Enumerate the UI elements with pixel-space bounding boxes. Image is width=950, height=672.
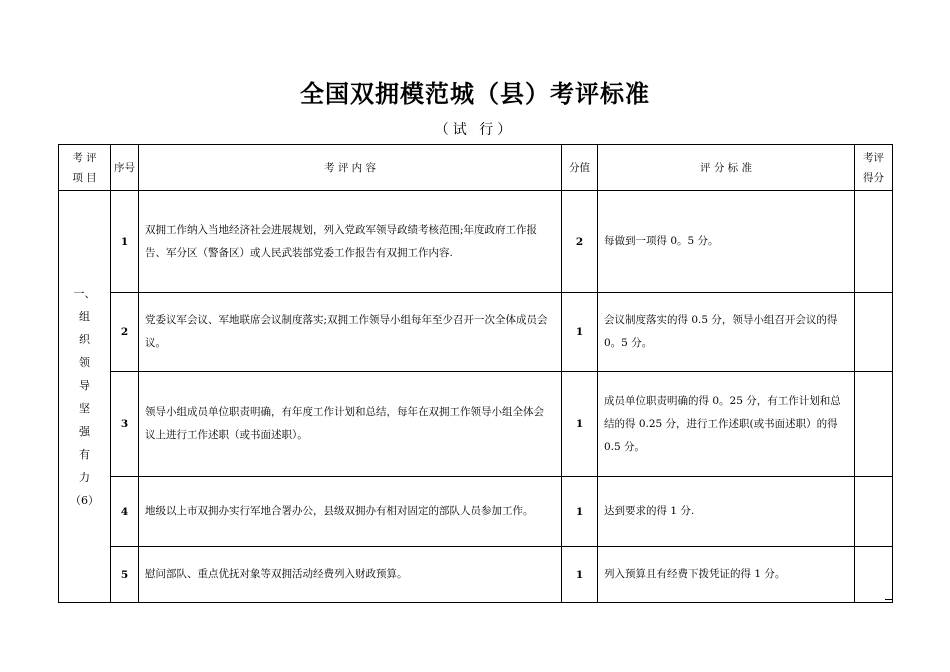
row-result xyxy=(855,547,893,603)
category-cell: 一、 组 织 领 导 坚 强 有 力 （6） xyxy=(59,191,111,603)
row-result xyxy=(855,477,893,547)
row-criteria: 成员单位职责明确的得 0。25 分，有工作计划和总结的得 0.25 分，进行工作述职(或书面述职）的得 0.5 分。 xyxy=(598,372,855,477)
row-score: 1 xyxy=(562,293,598,372)
table-row xyxy=(59,293,893,372)
header-evaluation-item: 考 评 项 目 xyxy=(59,145,111,191)
row-content: 慰问部队、重点优抚对象等双拥活动经费列入财政预算。 xyxy=(139,547,562,603)
row-content: 党委议军会议、军地联席会议制度落实;双拥工作领导小组每年至少召开一次全体成员会议。 xyxy=(139,293,562,372)
row-seq: 3 xyxy=(111,372,139,477)
header-content: 考 评 内 容 xyxy=(139,145,562,191)
table-row xyxy=(59,477,893,547)
document-subtitle: （试 行） xyxy=(434,122,516,138)
header-seq: 序号 xyxy=(111,145,139,191)
table-row xyxy=(59,191,893,293)
row-seq: 4 xyxy=(111,477,139,547)
header-score: 分值 xyxy=(562,145,598,191)
document-title: 全国双拥模范城（县）考评标准 xyxy=(300,80,650,108)
row-seq: 1 xyxy=(111,191,139,293)
table-edge-mark xyxy=(885,599,892,600)
row-criteria: 每做到一项得 0。5 分。 xyxy=(598,191,855,293)
row-score: 2 xyxy=(562,191,598,293)
row-result xyxy=(855,293,893,372)
table-row xyxy=(59,547,893,603)
header-criteria: 评 分 标 准 xyxy=(598,145,855,191)
row-score: 1 xyxy=(562,477,598,547)
header-result: 考评 得分 xyxy=(855,145,893,191)
row-content: 地级以上市双拥办实行军地合署办公，县级双拥办有相对固定的部队人员参加工作。 xyxy=(139,477,562,547)
row-score: 1 xyxy=(562,547,598,603)
row-criteria: 列入预算且有经费下拨凭证的得 1 分。 xyxy=(598,547,855,603)
row-score: 1 xyxy=(562,372,598,477)
row-criteria: 达到要求的得 1 分. xyxy=(598,477,855,547)
row-result xyxy=(855,372,893,477)
row-content: 双拥工作纳入当地经济社会进展规划，列入党政军领导政绩考核范围;年度政府工作报告、军分区（警备区）或人民武装部党委工作报告有双拥工作内容. xyxy=(139,191,562,293)
row-criteria: 会议制度落实的得 0.5 分，领导小组召开会议的得 0。5 分。 xyxy=(598,293,855,372)
evaluation-table xyxy=(58,144,893,603)
row-seq: 5 xyxy=(111,547,139,603)
table-row xyxy=(59,372,893,477)
row-result xyxy=(855,191,893,293)
header-row xyxy=(59,145,893,191)
row-content: 领导小组成员单位职责明确，有年度工作计划和总结，每年在双拥工作领导小组全体会议上进行工作述职（或书面述职）。 xyxy=(139,372,562,477)
row-seq: 2 xyxy=(111,293,139,372)
